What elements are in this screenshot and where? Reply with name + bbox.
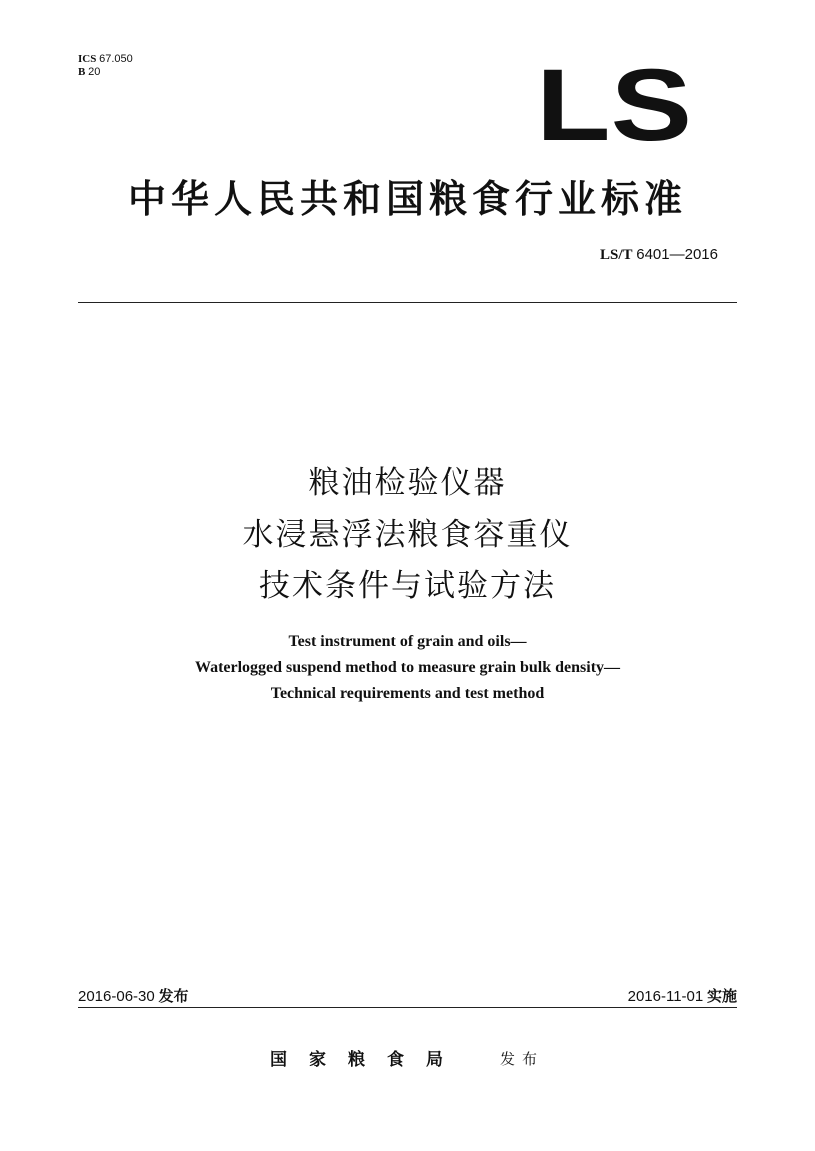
ics-code [78,53,133,66]
standard-category-title: 中华人民共和国粮食行业标准 [127,177,687,221]
standard-number [600,246,718,264]
issue-label: 发布 [158,987,189,1005]
en-title-line-1: Test instrument of grain and oils— [288,633,527,650]
issuer-action: 发布 [500,1050,545,1068]
issuing-authority: 国家粮食局 [270,1050,465,1070]
ls-logo [534,64,694,142]
implementation-date-value: 2016-11-01 [627,988,704,1005]
ccs-code [78,66,133,79]
cn-title-line-3: 技术条件与试验方法 [259,568,556,604]
issue-date [78,985,189,1006]
bottom-divider [78,1007,737,1008]
ls-logo-text: LS [536,64,692,142]
classification-codes [78,53,133,79]
top-divider [78,302,737,303]
ccs-label: B [78,66,86,78]
standard-number-value: 6401—2016 [636,246,718,263]
implementation-label: 实施 [706,987,737,1005]
issue-date-value: 2016-06-30 [78,988,155,1005]
ics-value: 67.050 [99,53,133,65]
cn-title-line-2: 水浸悬浮法粮食容重仪 [242,517,573,553]
en-title-line-2: Waterlogged suspend method to measure grain bulk density— [194,659,621,676]
ics-label: ICS [78,53,97,65]
standard-number-prefix: LS/T [599,247,633,263]
implementation-date [628,985,737,1006]
cn-title-line-1: 粮油检验仪器 [308,465,507,501]
ccs-value: 20 [88,66,101,78]
en-title-line-3: Technical requirements and test method [270,685,545,702]
